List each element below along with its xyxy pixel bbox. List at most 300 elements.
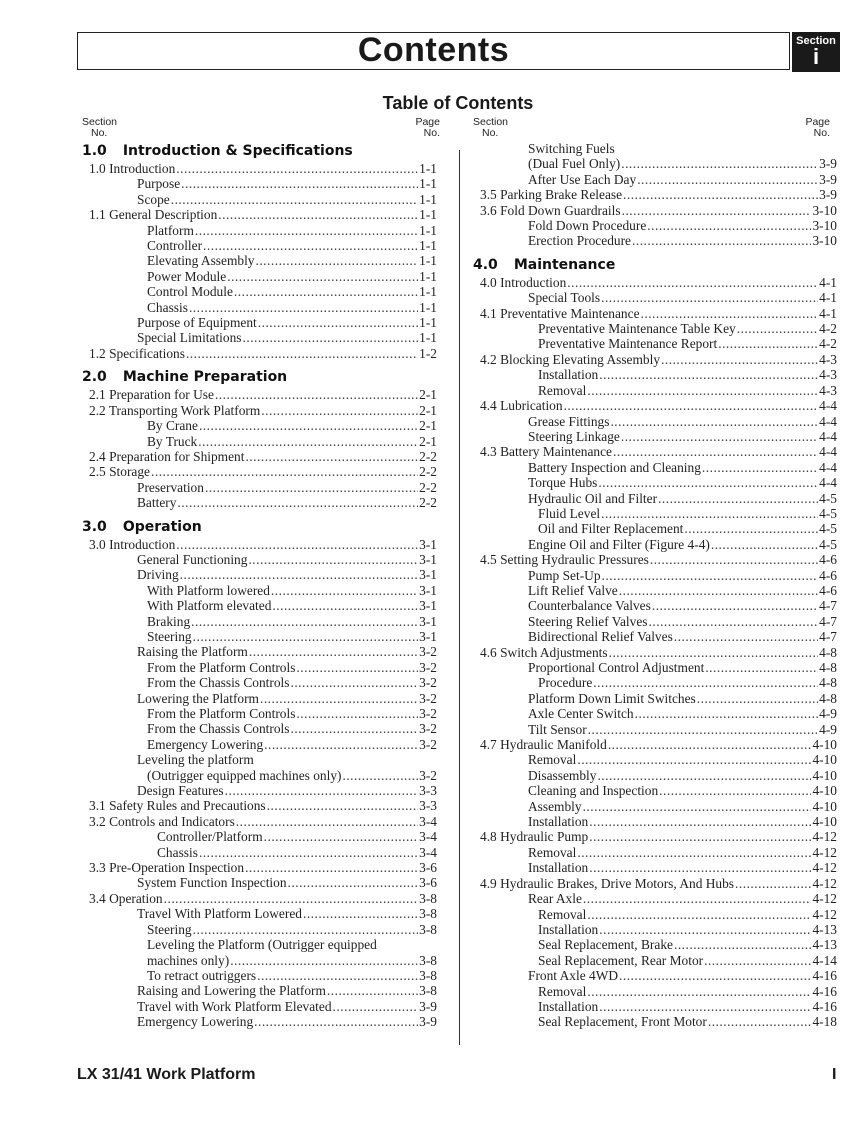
toc-entry[interactable]: [82, 346, 437, 361]
toc-entry[interactable]: [473, 799, 837, 814]
toc-entry-page: 4-1: [819, 274, 837, 290]
toc-entry-page: 3-8: [419, 906, 437, 922]
toc-entry[interactable]: [473, 968, 837, 983]
toc-entry[interactable]: [473, 645, 837, 660]
toc-entry-page: 4-4: [819, 428, 837, 444]
toc-entry-title: By Truck: [147, 433, 198, 449]
toc-entry[interactable]: [473, 737, 837, 752]
toc-entry-page: 1-1: [419, 330, 437, 346]
toc-entry-title: Fold Down Procedure: [528, 218, 647, 234]
toc-entry-leader: [255, 253, 418, 268]
toc-entry[interactable]: [82, 691, 437, 706]
toc-entry-leader: [635, 706, 819, 721]
toc-entry-leader: [589, 860, 811, 875]
toc-entry[interactable]: [82, 495, 437, 510]
toc-entry-page: 4-4: [819, 398, 837, 414]
toc-entry-page: 4-12: [812, 875, 837, 891]
toc-entry-leader: [186, 346, 418, 361]
toc-entry[interactable]: [473, 706, 837, 721]
toc-entry-page: 4-6: [819, 567, 837, 583]
toc-entry-title: Lift Relief Valve: [528, 582, 618, 598]
toc-entry[interactable]: [473, 829, 837, 844]
toc-entry-page: 4-10: [812, 752, 837, 768]
toc-entry-page: 4-10: [812, 783, 837, 799]
toc-entry[interactable]: [82, 660, 437, 675]
toc-entry-page: 3-2: [419, 644, 437, 660]
toc-entry-title: 2.1 Preparation for Use: [89, 387, 214, 403]
toc-entry-title: Removal: [538, 983, 587, 999]
toc-entry[interactable]: [473, 752, 837, 767]
toc-entry[interactable]: [473, 660, 837, 675]
toc-entry-title: 4.9 Hydraulic Brakes, Drive Motors, And Hubs: [480, 875, 735, 891]
toc-entry-leader: [637, 172, 818, 187]
toc-entry-page: 4-16: [812, 998, 837, 1014]
toc-entry-title: Steering: [147, 628, 192, 644]
toc-entry-title: 3.3 Pre-Operation Inspection: [89, 860, 245, 876]
toc-entry[interactable]: [473, 1014, 837, 1029]
toc-entry-title: 3.6 Fold Down Guardrails: [480, 202, 621, 218]
toc-entry-leader: [684, 521, 818, 536]
toc-entry[interactable]: [473, 414, 837, 429]
toc-entry-page: 4-10: [812, 737, 837, 753]
toc-entry-leader: [260, 691, 418, 706]
toc-entry-leader: [215, 387, 418, 402]
toc-entry-leader: [195, 223, 418, 238]
toc-entry[interactable]: [473, 568, 837, 583]
toc-entry[interactable]: [82, 937, 437, 952]
toc-entry[interactable]: [473, 233, 837, 248]
toc-entry-page: 4-12: [812, 844, 837, 860]
toc-entry[interactable]: [473, 491, 837, 506]
toc-entry-title: Procedure: [538, 675, 593, 691]
toc-entry[interactable]: [473, 290, 837, 305]
toc-entry-page: 4-10: [812, 767, 837, 783]
toc-entry-title: General Functioning: [137, 551, 248, 567]
toc-entry-title: Removal: [538, 906, 587, 922]
toc-entry[interactable]: [82, 953, 437, 968]
toc-entry-page: 3-1: [419, 613, 437, 629]
toc-entry[interactable]: [473, 537, 837, 552]
toc-entry-title: Front Axle 4WD: [528, 968, 619, 984]
toc-entry[interactable]: [473, 629, 837, 644]
toc-entry-leader: [272, 598, 418, 613]
toc-entry-title: Tilt Sensor: [528, 721, 587, 737]
toc-entry-leader: [583, 799, 812, 814]
toc-entry-page: 4-4: [819, 413, 837, 429]
toc-entry-title: 4.0 Introduction: [480, 274, 567, 290]
toc-entry-title: Lowering the Platform: [137, 690, 259, 706]
toc-entry-page: 4-5: [819, 521, 837, 537]
toc-entry-title: 3.1 Safety Rules and Precautions: [89, 798, 266, 814]
toc-entry[interactable]: [82, 315, 437, 330]
toc-entry-leader: [705, 660, 818, 675]
toc-entry[interactable]: [82, 567, 437, 582]
toc-heading-text: Operation: [122, 518, 202, 535]
toc-entry-leader: [171, 192, 418, 207]
toc-entry-title: Controller: [147, 238, 203, 254]
toc-entry-page: 3-4: [419, 813, 437, 829]
toc-entry-leader: [641, 306, 819, 321]
toc-entry[interactable]: [82, 552, 437, 567]
toc-entry[interactable]: [82, 829, 437, 844]
toc-entry-leader: [271, 583, 418, 598]
toc-entry[interactable]: [473, 891, 837, 906]
toc-entry-leader: [661, 352, 818, 367]
toc-entry-page: 4-6: [819, 582, 837, 598]
toc-entry-title: Preventative Maintenance Report: [538, 336, 718, 352]
toc-entry-page: 3-4: [419, 844, 437, 860]
toc-entry-leader: [599, 922, 811, 937]
toc-entry[interactable]: [473, 187, 837, 202]
toc-entry-page: 4-7: [819, 598, 837, 614]
toc-entry[interactable]: [82, 860, 437, 875]
toc-entry-page: 2-2: [419, 464, 437, 480]
toc-entry-title: 3.0 Introduction: [89, 536, 176, 552]
toc-entry-title: 4.4 Lubrication: [480, 398, 563, 414]
toc-entry-page: 3-6: [419, 875, 437, 891]
toc-entry-page: 1-1: [419, 238, 437, 254]
toc-entry[interactable]: [82, 238, 437, 253]
toc-entry-title: 2.5 Storage: [89, 464, 150, 480]
toc-entry-leader: [333, 999, 419, 1014]
toc-entry[interactable]: [473, 460, 837, 475]
toc-entry[interactable]: [473, 937, 837, 952]
toc-entry[interactable]: [82, 253, 437, 268]
toc-entry-leader: [225, 783, 418, 798]
toc-entry-leader: [589, 829, 811, 844]
toc-entry-leader: [632, 233, 811, 248]
toc-entry-page: 3-1: [419, 628, 437, 644]
toc-entry[interactable]: [82, 614, 437, 629]
toc-entry-leader: [674, 937, 811, 952]
toc-entry-leader: [177, 495, 418, 510]
toc-entry[interactable]: [82, 983, 437, 998]
toc-entry-leader: [288, 875, 419, 890]
toc-entry[interactable]: [473, 722, 837, 737]
toc-entry-page: 3-3: [419, 783, 437, 799]
left-section-header: Section No.: [82, 116, 118, 139]
toc-entry-leader: [258, 315, 418, 330]
toc-entry[interactable]: [82, 783, 437, 798]
toc-entry[interactable]: [473, 444, 837, 459]
toc-entry-page: 4-2: [819, 336, 837, 352]
toc-entry[interactable]: [82, 706, 437, 721]
toc-entry[interactable]: [82, 480, 437, 495]
toc-entry-title: Steering: [147, 921, 192, 937]
toc-entry-leader: [704, 953, 811, 968]
toc-entry[interactable]: [82, 675, 437, 690]
toc-entry-page: 3-1: [419, 551, 437, 567]
toc-entry-title: Steering Relief Valves: [528, 613, 648, 629]
toc-entry-title: Hydraulic Oil and Filter: [528, 490, 658, 506]
toc-entry-leader: [708, 1014, 812, 1029]
toc-entry-leader: [327, 983, 418, 998]
toc-entry[interactable]: [82, 737, 437, 752]
toc-entry-leader: [290, 721, 418, 736]
page-title: Contents: [357, 31, 510, 69]
toc-entry[interactable]: [82, 300, 437, 315]
left-page-header: Page No.: [415, 116, 440, 139]
toc-entry-title: Removal: [538, 382, 587, 398]
toc-entry[interactable]: [473, 922, 837, 937]
toc-entry-title: Bidirectional Relief Valves: [528, 629, 673, 645]
toc-entry[interactable]: [473, 475, 837, 490]
toc-entry[interactable]: [82, 161, 437, 176]
toc-entry-page: 4-12: [812, 829, 837, 845]
toc-entry-title: Raising the Platform: [137, 644, 248, 660]
toc-entry-page: 1-1: [419, 191, 437, 207]
toc-entry[interactable]: [473, 352, 837, 367]
toc-entry[interactable]: [473, 141, 837, 156]
toc-entry[interactable]: [82, 176, 437, 191]
toc-entry-title: 2.2 Transporting Work Platform: [89, 402, 261, 418]
toc-entry-leader: [218, 207, 418, 222]
toc-entry-page: 4-8: [819, 644, 837, 660]
toc-entry-title: Battery: [137, 495, 177, 511]
toc-entry-page: 4-4: [819, 444, 837, 460]
toc-entry[interactable]: [82, 721, 437, 736]
toc-entry[interactable]: [82, 906, 437, 921]
toc-entry-leader: [711, 537, 818, 552]
toc-entry-page: 1-1: [419, 207, 437, 223]
toc-entry-page: 4-5: [819, 536, 837, 552]
toc-entry[interactable]: [473, 783, 837, 798]
toc-entry[interactable]: [473, 691, 837, 706]
toc-entry[interactable]: [82, 875, 437, 890]
toc-entry[interactable]: [473, 156, 837, 171]
toc-entry-leader: [623, 187, 818, 202]
toc-heading-number: 1.0: [82, 143, 107, 159]
footer-title: LX 31/41 Work Platform: [77, 1066, 256, 1083]
toc-entry-leader: [264, 829, 419, 844]
toc-entry[interactable]: [473, 203, 837, 218]
toc-entry[interactable]: [473, 999, 837, 1014]
toc-entry-page: 1-1: [419, 253, 437, 269]
toc-entry[interactable]: [473, 675, 837, 690]
section-badge: [792, 32, 840, 72]
toc-entry-title: 1.1 General Description: [89, 207, 218, 223]
toc-entry-title: 4.3 Battery Maintenance: [480, 444, 612, 460]
toc-entry-leader: [245, 860, 418, 875]
toc-entry[interactable]: [473, 383, 837, 398]
toc-entry-title: Rear Axle: [528, 891, 582, 907]
toc-entry-title: Seal Replacement, Front Motor: [538, 1014, 707, 1030]
toc-entry-page: 3-9: [819, 156, 837, 172]
toc-entry-page: 3-8: [419, 983, 437, 999]
toc-entry-leader: [203, 238, 418, 253]
toc-entry-leader: [230, 953, 418, 968]
toc-entry[interactable]: [82, 583, 437, 598]
toc-entry-title: Torque Hubs: [528, 475, 598, 491]
toc-entry[interactable]: [82, 644, 437, 659]
toc-entry[interactable]: [473, 552, 837, 567]
toc-entry[interactable]: [473, 768, 837, 783]
toc-entry[interactable]: [473, 953, 837, 968]
toc-entry[interactable]: [473, 336, 837, 351]
toc-entry[interactable]: [473, 814, 837, 829]
toc-entry-leader: [151, 464, 418, 479]
toc-entry-page: 4-4: [819, 475, 837, 491]
toc-entry[interactable]: [82, 223, 437, 238]
toc-entry-leader: [577, 752, 811, 767]
toc-entry-page: 1-1: [419, 268, 437, 284]
toc-entry-leader: [234, 284, 418, 299]
toc-entry-page: 4-13: [812, 937, 837, 953]
toc-entry[interactable]: [82, 434, 437, 449]
toc-entry-leader: [647, 218, 811, 233]
toc-entry-title: Disassembly: [528, 767, 597, 783]
toc-entry-leader: [205, 480, 418, 495]
toc-entry-page: 1-1: [419, 222, 437, 238]
toc-entry[interactable]: [473, 907, 837, 922]
toc-entry-leader: [249, 644, 418, 659]
toc-entry-title: System Function Inspection: [137, 875, 287, 891]
toc-entry-leader: [735, 876, 811, 891]
toc-entry[interactable]: [473, 218, 837, 233]
toc-entry[interactable]: [82, 845, 437, 860]
toc-entry-page: 4-9: [819, 721, 837, 737]
toc-entry-title: Installation: [528, 814, 589, 830]
toc-entry-page: 3-2: [419, 767, 437, 783]
toc-entry[interactable]: [473, 367, 837, 382]
toc-entry-title: By Crane: [147, 418, 198, 434]
toc-entry-leader: [236, 814, 418, 829]
toc-entry[interactable]: [473, 429, 837, 444]
toc-entry[interactable]: [82, 418, 437, 433]
toc-entry-page: 1-1: [419, 161, 437, 176]
toc-entry-page: 3-9: [419, 998, 437, 1014]
toc-entry[interactable]: [82, 269, 437, 284]
toc-entry-leader: [264, 737, 418, 752]
toc-entry-title: Pump Set-Up: [528, 567, 601, 583]
toc-entry-leader: [164, 891, 419, 906]
toc-entry-title: 4.2 Blocking Elevating Assembly: [480, 351, 661, 367]
toc-entry[interactable]: [82, 752, 437, 767]
toc-entry-leader: [621, 156, 818, 171]
toc-entry-leader: [652, 598, 818, 613]
toc-entry-title: Power Module: [147, 268, 227, 284]
toc-entry-leader: [191, 614, 418, 629]
toc-heading: [82, 517, 437, 537]
toc-entry-leader: [199, 845, 418, 860]
toc-entry[interactable]: [82, 629, 437, 644]
toc-entry[interactable]: [473, 598, 837, 613]
toc-entry[interactable]: [82, 403, 437, 418]
toc-entry[interactable]: [473, 521, 837, 536]
toc-entry-leader: [587, 907, 811, 922]
toc-entry-title: Axle Center Switch: [528, 706, 634, 722]
toc-entry-title: Assembly: [528, 798, 582, 814]
toc-entry[interactable]: [82, 768, 437, 783]
toc-entry[interactable]: [82, 192, 437, 207]
toc-entry-leader: [587, 984, 811, 999]
toc-heading-text: Maintenance: [513, 256, 616, 273]
toc-entry[interactable]: [473, 984, 837, 999]
toc-entry-title: 1.0 Introduction: [89, 161, 176, 176]
toc-entry[interactable]: [82, 537, 437, 552]
toc-entry-page: 4-5: [819, 505, 837, 521]
toc-heading: [82, 141, 437, 161]
toc-heading-number: 4.0: [473, 256, 498, 273]
toc-entry[interactable]: [473, 876, 837, 891]
toc-entry-leader: [622, 203, 812, 218]
toc-entry-title: 4.6 Switch Adjustments: [480, 644, 608, 660]
toc-entry-title: 4.7 Hydraulic Manifold: [480, 737, 607, 753]
toc-entry[interactable]: [82, 387, 437, 402]
toc-entry-page: 4-10: [812, 814, 837, 830]
toc-entry[interactable]: [473, 506, 837, 521]
toc-entry[interactable]: [473, 614, 837, 629]
toc-entry-title: Design Features: [137, 783, 224, 799]
toc-entry[interactable]: [82, 330, 437, 345]
toc-right-column: [473, 141, 837, 1030]
toc-entry[interactable]: [82, 598, 437, 613]
toc-entry-leader: [199, 418, 418, 433]
toc-entry-leader: [181, 176, 418, 191]
toc-entry-leader: [583, 891, 812, 906]
toc-entry-title: Emergency Lowering: [137, 1014, 254, 1030]
toc-entry-leader: [189, 300, 418, 315]
toc-entry-page: 3-4: [419, 829, 437, 845]
toc-entry-leader: [589, 814, 811, 829]
toc-entry[interactable]: [82, 999, 437, 1014]
toc-entry[interactable]: [473, 860, 837, 875]
toc-entry-leader: [193, 922, 419, 937]
toc-entry[interactable]: [82, 464, 437, 479]
toc-entry[interactable]: [82, 1014, 437, 1029]
toc-entry[interactable]: [473, 306, 837, 321]
toc-entry[interactable]: [82, 207, 437, 222]
toc-entry-leader: [718, 336, 818, 351]
toc-entry[interactable]: [473, 583, 837, 598]
toc-entry-leader: [659, 783, 811, 798]
toc-entry-leader: [621, 429, 818, 444]
toc-entry[interactable]: [473, 398, 837, 413]
toc-entry-page: 3-8: [419, 952, 437, 968]
toc-entry-page: 4-5: [819, 490, 837, 506]
toc-entry[interactable]: [473, 845, 837, 860]
toc-entry[interactable]: [82, 798, 437, 813]
toc-entry[interactable]: [473, 275, 837, 290]
toc-entry-leader: [702, 460, 818, 475]
toc-entry-page: 4-8: [819, 675, 837, 691]
toc-entry-title: Control Module: [147, 284, 233, 300]
toc-entry[interactable]: [82, 449, 437, 464]
toc-entry[interactable]: [82, 922, 437, 937]
toc-entry-title: 4.5 Setting Hydraulic Pressures: [480, 552, 649, 568]
toc-entry-page: 4-18: [812, 1014, 837, 1030]
toc-entry-page: 3-2: [419, 659, 437, 675]
toc-entry[interactable]: [473, 321, 837, 336]
toc-entry-title: Engine Oil and Filter (Figure 4-4): [528, 536, 710, 552]
toc-entry[interactable]: [473, 172, 837, 187]
toc-entry-page: 4-3: [819, 351, 837, 367]
toc-entry-title: Controller/Platform: [157, 829, 263, 845]
toc-entry-page: 3-2: [419, 675, 437, 691]
toc-entry[interactable]: [82, 284, 437, 299]
toc-entry-title: Grease Fittings: [528, 413, 610, 429]
toc-entry-title: From the Chassis Controls: [147, 721, 290, 737]
toc-entry-title: Installation: [538, 998, 599, 1014]
toc-entry[interactable]: [82, 968, 437, 983]
toc-entry[interactable]: [82, 814, 437, 829]
toc-entry-title: Chassis: [157, 844, 198, 860]
toc-heading-text: Introduction & Specifications: [122, 143, 353, 159]
toc-entry-title: Elevating Assembly: [147, 253, 255, 269]
toc-entry[interactable]: [82, 891, 437, 906]
toc-entry-page: 4-8: [819, 660, 837, 675]
toc-entry-title: 4.1 Preventative Maintenance: [480, 305, 640, 321]
